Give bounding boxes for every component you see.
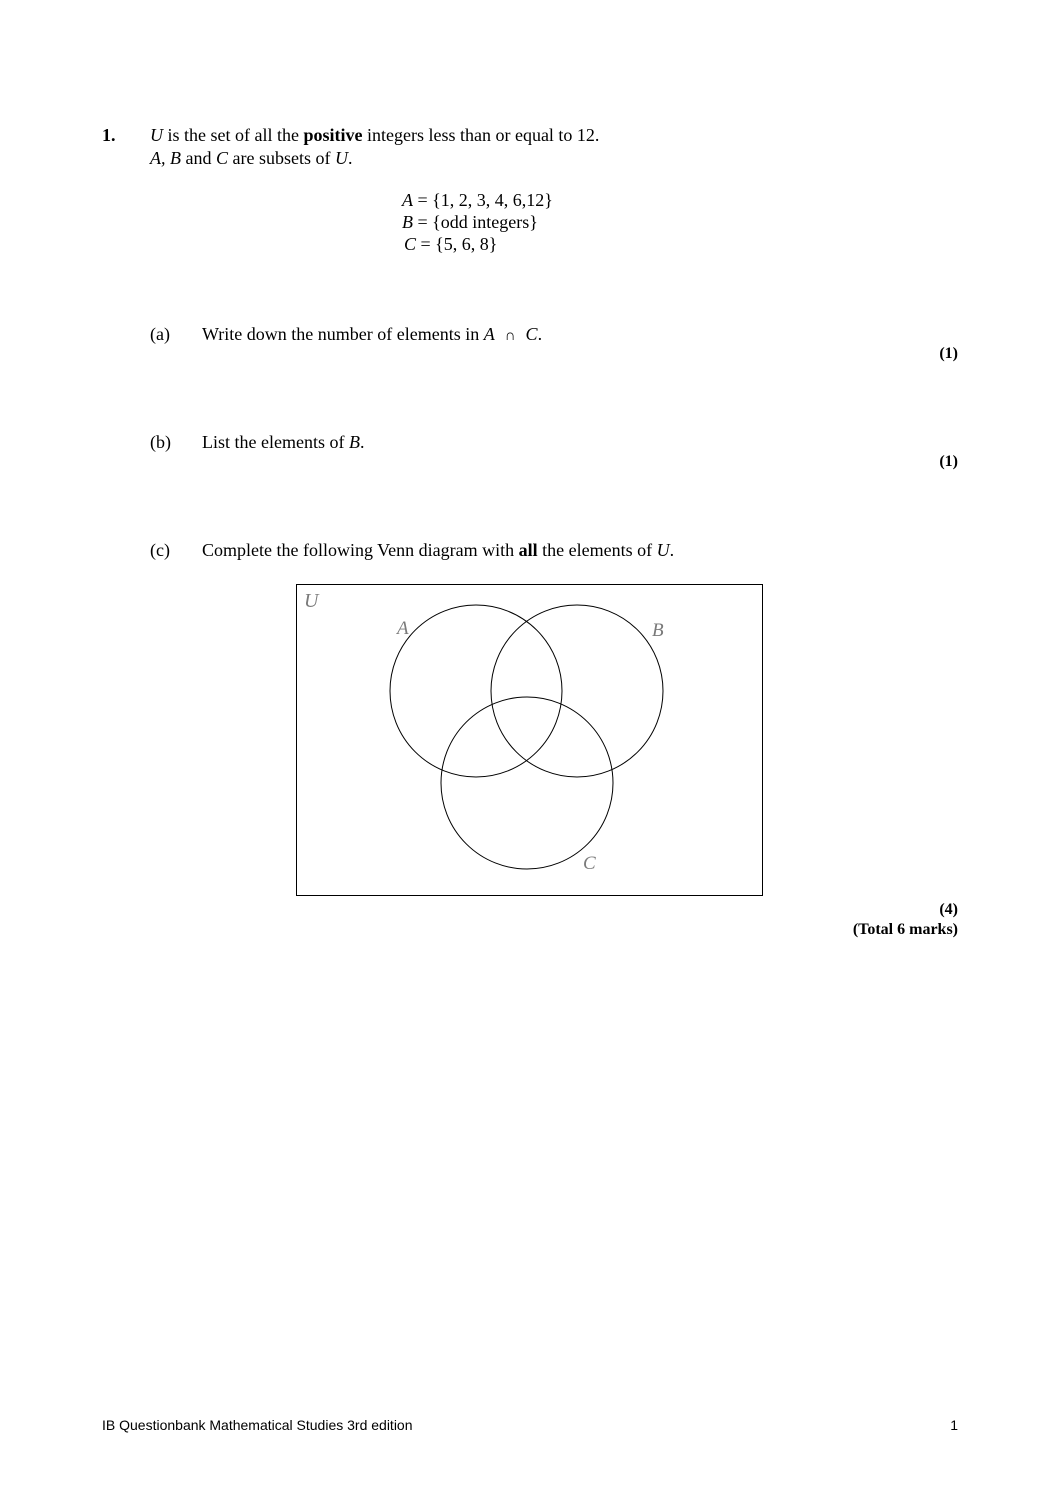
intro-bold-word: positive xyxy=(303,125,363,145)
set-b-definition xyxy=(402,211,553,233)
set-a-name: A xyxy=(402,190,413,210)
total-marks: (Total 6 marks) xyxy=(852,921,958,938)
var-u: U xyxy=(335,148,348,168)
universal-set-label: U xyxy=(304,590,319,612)
part-a-end: . xyxy=(537,324,543,344)
question-intro-line-1 xyxy=(150,124,599,146)
part-c-prompt-a: Complete the following Venn diagram with xyxy=(202,540,519,560)
question-number: 1. xyxy=(102,125,116,145)
circle-c[interactable] xyxy=(441,697,613,869)
part-a-var-c: C xyxy=(525,324,538,344)
part-b-marks: (1) xyxy=(939,453,958,470)
part-c-prompt-b: the elements of xyxy=(537,540,657,560)
circle-c-label: C xyxy=(583,853,596,874)
vars-a-b: A, B xyxy=(150,148,181,168)
set-c-definition xyxy=(402,233,553,255)
part-c-marks: (4) xyxy=(939,901,958,918)
intro-text-a: is the set of all the xyxy=(163,125,304,145)
part-b-label: (b) xyxy=(150,432,171,452)
circle-a-label: A xyxy=(397,618,409,639)
intro2-text-a: and xyxy=(181,148,216,168)
part-c-text xyxy=(202,539,674,561)
circle-a[interactable] xyxy=(390,605,562,777)
set-c-value: = {5, 6, 8} xyxy=(416,234,498,254)
part-b-var-b: B xyxy=(348,432,360,452)
footer-title: IB Questionbank Mathematical Studies 3rd edition xyxy=(102,1417,413,1433)
footer-page-number: 1 xyxy=(950,1417,958,1433)
part-b-prompt: List the elements of xyxy=(202,432,349,452)
universal-set-box xyxy=(297,585,763,896)
set-b-name: B xyxy=(402,212,413,232)
part-a-var-a: A xyxy=(483,324,495,344)
circle-b-label: B xyxy=(652,620,664,641)
set-c-name: C xyxy=(404,234,417,254)
intro-text-b: integers less than or equal to 12. xyxy=(362,125,600,145)
part-a-label: (a) xyxy=(150,324,170,344)
intro2-text-b: are subsets of xyxy=(228,148,335,168)
intersection-symbol: ∩ xyxy=(504,328,516,344)
venn-diagram xyxy=(296,584,764,897)
part-c-label: (c) xyxy=(150,540,170,560)
part-b-end: . xyxy=(359,432,365,452)
set-definitions xyxy=(402,189,553,255)
part-a-prompt: Write down the number of elements in xyxy=(202,324,484,344)
part-a-marks: (1) xyxy=(939,345,958,362)
part-c-bold-word: all xyxy=(518,540,538,560)
part-b-text xyxy=(202,431,364,453)
part-c-end: . xyxy=(669,540,675,560)
var-c: C xyxy=(216,148,229,168)
part-a-text xyxy=(202,323,542,347)
set-b-value: = {odd integers} xyxy=(413,212,538,232)
question-intro-line-2 xyxy=(150,147,353,169)
part-c-var-u: U xyxy=(656,540,670,560)
set-a-value: = {1, 2, 3, 4, 6,12} xyxy=(413,190,553,210)
intro2-text-c: . xyxy=(348,148,353,168)
set-a-definition xyxy=(402,189,553,211)
var-u: U xyxy=(150,125,163,145)
circle-b[interactable] xyxy=(491,605,663,777)
